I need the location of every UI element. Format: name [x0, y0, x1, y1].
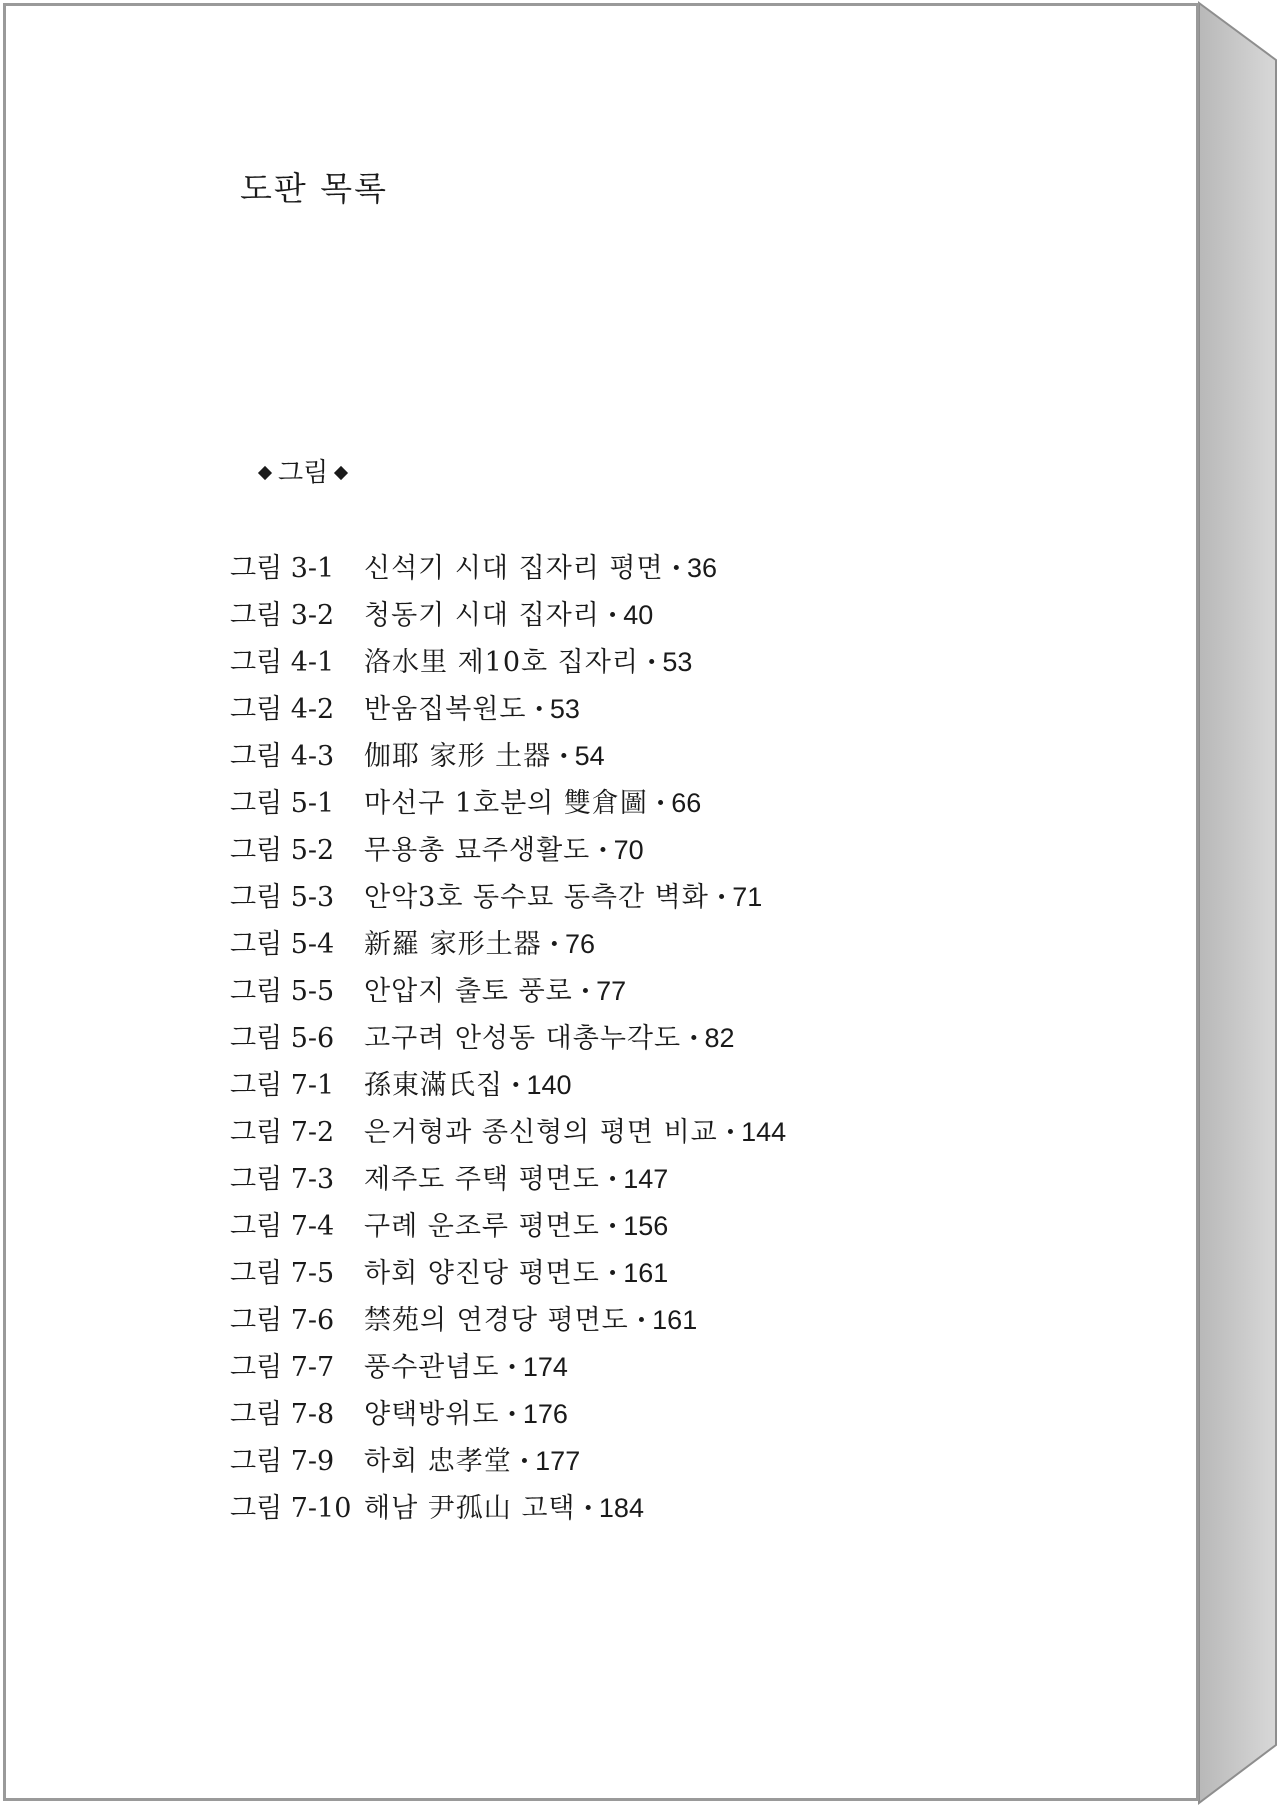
figure-title: 신석기 시대 집자리 평면 — [364, 553, 664, 584]
figure-title: 반움집복원도 — [364, 694, 527, 725]
separator-dot-icon: · — [534, 694, 544, 725]
separator-dot-icon: · — [507, 1399, 517, 1430]
figure-page-number: 82 — [704, 1023, 735, 1053]
figure-title: 무용총 묘주생활도 — [364, 835, 591, 866]
separator-dot-icon: · — [583, 1493, 593, 1524]
separator-dot-icon: · — [598, 835, 608, 866]
figure-label: 그림 7-8 — [230, 1399, 335, 1430]
separator-dot-icon: · — [607, 1164, 618, 1195]
figure-page-number: 66 — [671, 788, 702, 818]
figure-label: 그림 5-6 — [230, 1023, 335, 1054]
figure-title: 안악3호 동수묘 동측간 벽화 — [364, 882, 709, 913]
figure-list-item — [230, 555, 786, 602]
figure-title: 禁苑의 연경당 평면도 — [364, 1305, 629, 1336]
figure-label: 그림 5-5 — [230, 976, 335, 1007]
figure-list-item — [230, 1401, 786, 1448]
figure-list-item — [230, 1213, 786, 1260]
figure-label: 그림 4-3 — [230, 741, 335, 772]
figure-label: 그림 7-10 — [230, 1493, 352, 1524]
figure-list-item — [230, 1495, 786, 1542]
figure-title: 풍수관념도 — [364, 1352, 500, 1383]
separator-dot-icon: · — [580, 976, 591, 1007]
figure-page-number: 177 — [535, 1446, 581, 1476]
figure-title: 구례 운조루 평면도 — [364, 1211, 600, 1242]
figure-list-item — [230, 978, 786, 1025]
figure-page-number: 77 — [596, 976, 627, 1006]
separator-dot-icon: · — [655, 788, 666, 819]
figure-page-number: 40 — [623, 600, 654, 630]
figure-page-number: 174 — [522, 1352, 568, 1382]
figure-title: 孫東滿氏집 — [364, 1070, 504, 1101]
figure-label: 그림 4-2 — [230, 694, 335, 725]
figure-list-item — [230, 649, 786, 696]
figure-title: 洛水里 제10호 집자리 — [364, 647, 639, 678]
page-title: 도판 목록 — [240, 169, 389, 208]
figure-list-item — [230, 1119, 786, 1166]
figure-title: 은거형과 종신형의 평면 비교 — [364, 1117, 718, 1148]
separator-dot-icon: · — [725, 1117, 736, 1148]
separator-dot-icon: · — [607, 1258, 618, 1289]
figure-label: 그림 7-3 — [230, 1164, 335, 1195]
diamond-bullet-icon — [258, 466, 272, 480]
figure-title: 청동기 시대 집자리 — [364, 600, 600, 631]
figure-title: 제주도 주택 평면도 — [364, 1164, 600, 1195]
figure-list-item — [230, 884, 786, 931]
figure-title: 양택방위도 — [364, 1399, 500, 1430]
figure-title: 해남 尹孤山 고택 — [364, 1493, 576, 1524]
separator-dot-icon: · — [646, 647, 657, 678]
figure-page-number: 161 — [623, 1258, 669, 1288]
separator-dot-icon: · — [716, 882, 727, 913]
figure-label: 그림 4-1 — [230, 647, 335, 678]
figure-label: 그림 5-4 — [230, 929, 335, 960]
separator-dot-icon: · — [689, 1023, 699, 1054]
figure-list-item — [230, 1260, 786, 1307]
figure-label: 그림 7-6 — [230, 1305, 335, 1336]
separator-dot-icon: · — [559, 741, 569, 772]
figure-page-number: 184 — [598, 1493, 644, 1523]
figure-page-number: 54 — [574, 741, 605, 771]
figure-label: 그림 7-9 — [230, 1446, 335, 1477]
figure-page-number: 53 — [662, 647, 693, 677]
section-heading-label: 그림 — [278, 458, 329, 488]
separator-dot-icon: · — [511, 1070, 521, 1101]
separator-dot-icon: · — [607, 1211, 618, 1242]
separator-dot-icon: · — [636, 1305, 647, 1336]
section-heading — [260, 460, 346, 486]
figure-page-number: 70 — [613, 835, 644, 865]
figure-title: 新羅 家形土器 — [364, 929, 542, 960]
figure-title: 伽耶 家形 土器 — [364, 741, 552, 772]
figure-title: 안압지 출토 풍로 — [364, 976, 573, 1007]
figure-list-item — [230, 1448, 786, 1495]
separator-dot-icon: · — [507, 1352, 517, 1383]
figure-list-item — [230, 837, 786, 884]
figure-page-number: 176 — [522, 1399, 568, 1429]
figure-label: 그림 7-5 — [230, 1258, 335, 1289]
figure-list-item — [230, 1166, 786, 1213]
separator-dot-icon: · — [671, 553, 681, 584]
figure-label: 그림 5-3 — [230, 882, 335, 913]
separator-dot-icon: · — [519, 1446, 530, 1477]
figure-list-item — [230, 931, 786, 978]
figure-list-item — [230, 1307, 786, 1354]
diamond-bullet-icon — [334, 466, 348, 480]
figure-page-number: 71 — [732, 882, 763, 912]
figure-page-number: 161 — [652, 1305, 698, 1335]
figure-page-number: 76 — [565, 929, 596, 959]
figure-label: 그림 7-4 — [230, 1211, 335, 1242]
figure-list-item — [230, 1354, 786, 1401]
figure-label: 그림 7-7 — [230, 1352, 335, 1383]
figure-page-number: 53 — [549, 694, 580, 724]
separator-dot-icon: · — [607, 600, 618, 631]
figure-page-number: 140 — [526, 1070, 572, 1100]
figure-label: 그림 7-1 — [230, 1070, 335, 1101]
figure-list-item — [230, 1025, 786, 1072]
figure-list-item — [230, 790, 786, 837]
figure-label: 그림 3-1 — [230, 553, 335, 584]
figure-page-number: 156 — [623, 1211, 669, 1241]
figure-list-item — [230, 602, 786, 649]
figure-label: 그림 5-1 — [230, 788, 335, 819]
figure-title: 고구려 안성동 대총누각도 — [364, 1023, 682, 1054]
figure-list-item — [230, 743, 786, 790]
figure-page-number: 144 — [741, 1117, 787, 1147]
figure-title: 하회 양진당 평면도 — [364, 1258, 600, 1289]
figure-list — [230, 555, 786, 1542]
figure-page-number: 36 — [686, 553, 718, 583]
figure-list-item — [230, 696, 786, 743]
figure-page-number: 147 — [623, 1164, 669, 1194]
figure-label: 그림 7-2 — [230, 1117, 335, 1148]
figure-title: 마선구 1호분의 雙倉圖 — [364, 788, 648, 819]
figure-list-item — [230, 1072, 786, 1119]
separator-dot-icon: · — [549, 929, 559, 960]
figure-title: 하회 忠孝堂 — [364, 1446, 512, 1477]
figure-label: 그림 3-2 — [230, 600, 335, 631]
figure-label: 그림 5-2 — [230, 835, 335, 866]
